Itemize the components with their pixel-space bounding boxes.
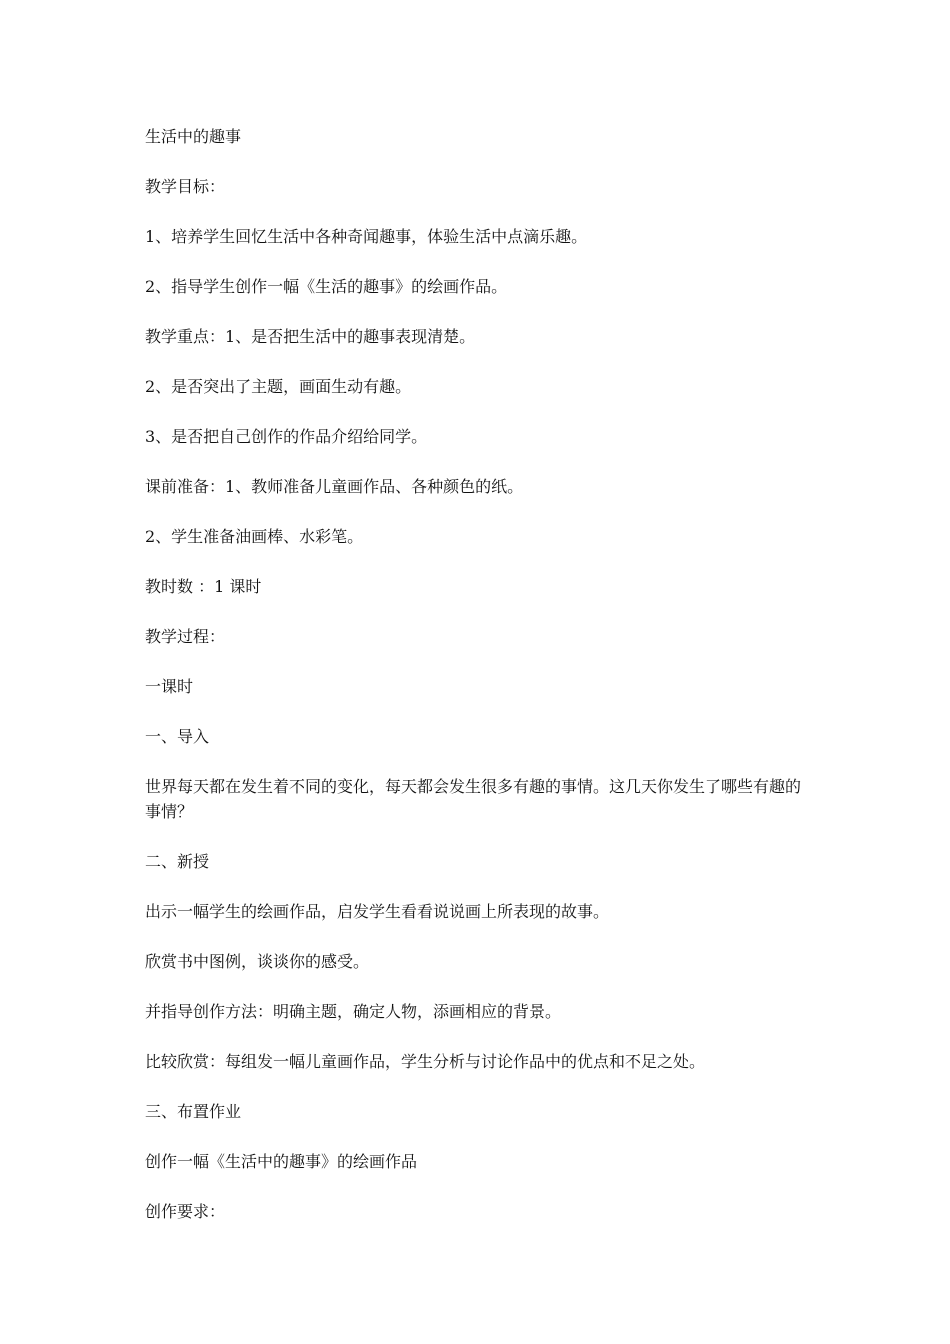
document-title: 生活中的趣事 bbox=[145, 127, 242, 146]
lesson-label: 一课时 bbox=[145, 677, 194, 696]
section-heading-objectives: 教学目标： bbox=[145, 177, 226, 196]
section-heading-homework: 三、布置作业 bbox=[145, 1102, 242, 1121]
objective-item: 1、培养学生回忆生活中各种奇闻趣事，体验生活中点滴乐趣。 bbox=[145, 227, 588, 246]
intro-paragraph: 世界每天都在发生着不同的变化，每天都会发生很多有趣的事情。这几天你发生了哪些有趣的事情？ bbox=[145, 777, 802, 821]
key-points-line: 教学重点：1、是否把生活中的趣事表现清楚。 bbox=[145, 327, 476, 346]
key-point-item: 2、是否突出了主题，画面生动有趣。 bbox=[145, 377, 412, 396]
preparation-item: 2、学生准备油画棒、水彩笔。 bbox=[145, 527, 364, 546]
homework-requirements-heading: 创作要求： bbox=[145, 1202, 226, 1221]
lesson-step: 并指导创作方法：明确主题，确定人物，添画相应的背景。 bbox=[145, 1002, 562, 1021]
lesson-step: 欣赏书中图例，谈谈你的感受。 bbox=[145, 952, 370, 971]
lesson-step: 比较欣赏：每组发一幅儿童画作品，学生分析与讨论作品中的优点和不足之处。 bbox=[145, 1052, 706, 1071]
homework-task: 创作一幅《生活中的趣事》的绘画作品 bbox=[145, 1152, 418, 1171]
lesson-step: 出示一幅学生的绘画作品，启发学生看看说说画上所表现的故事。 bbox=[145, 902, 610, 921]
preparation-line: 课前准备：1、教师准备儿童画作品、各种颜色的纸。 bbox=[145, 477, 524, 496]
document-body bbox=[145, 124, 815, 1249]
section-heading-new-lesson: 二、新授 bbox=[145, 852, 210, 871]
section-heading-intro: 一、导入 bbox=[145, 727, 210, 746]
key-point-item: 3、是否把自己创作的作品介绍给同学。 bbox=[145, 427, 428, 446]
section-heading-process: 教学过程： bbox=[145, 627, 226, 646]
class-hours-line: 教时数 ：1 课时 bbox=[145, 577, 262, 596]
objective-item: 2、指导学生创作一幅《生活的趣事》的绘画作品。 bbox=[145, 277, 508, 296]
